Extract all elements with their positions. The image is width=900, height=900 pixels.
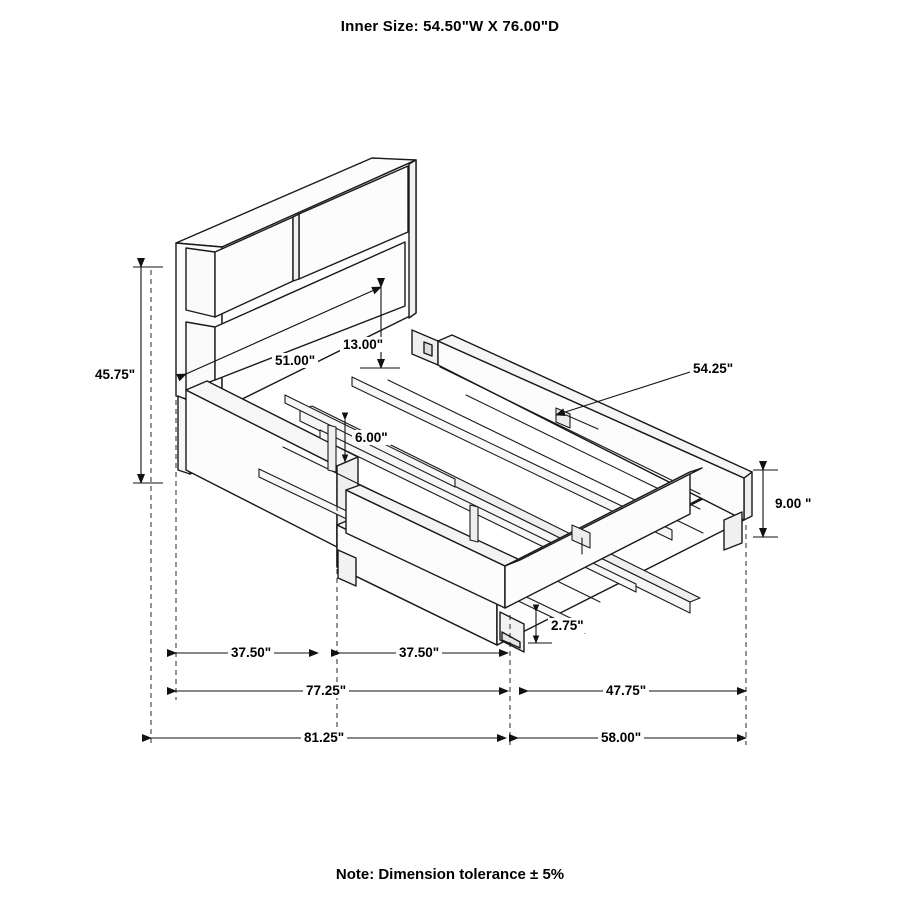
dimension-label-overall-length: 81.25" [301,730,347,745]
dimension-label-headboard-panel-width: 51.00" [272,353,318,368]
dimension-label-deck-height: 9.00 " [772,496,814,511]
dimension-label-side-rail-width: 54.25" [690,361,736,376]
dimension-label-rail-length: 77.25" [303,683,349,698]
dimension-label-headboard-panel-height: 13.00" [340,337,386,352]
dimension-label-bed-width-inner: 47.75" [603,683,649,698]
page-title: Inner Size: 54.50"W X 76.00"D [340,18,560,35]
dimension-label-leg-height: 2.75" [548,618,587,633]
dimension-label-slat-span-right: 37.50" [396,645,442,660]
dimension-label-headboard-height: 45.75" [92,367,138,382]
tolerance-note: Note: Dimension tolerance ± 5% [335,866,565,883]
dimension-label-overall-width: 58.00" [598,730,644,745]
dimension-label-center-support-height: 6.00" [352,430,391,445]
dimension-label-slat-span-left: 37.50" [228,645,274,660]
